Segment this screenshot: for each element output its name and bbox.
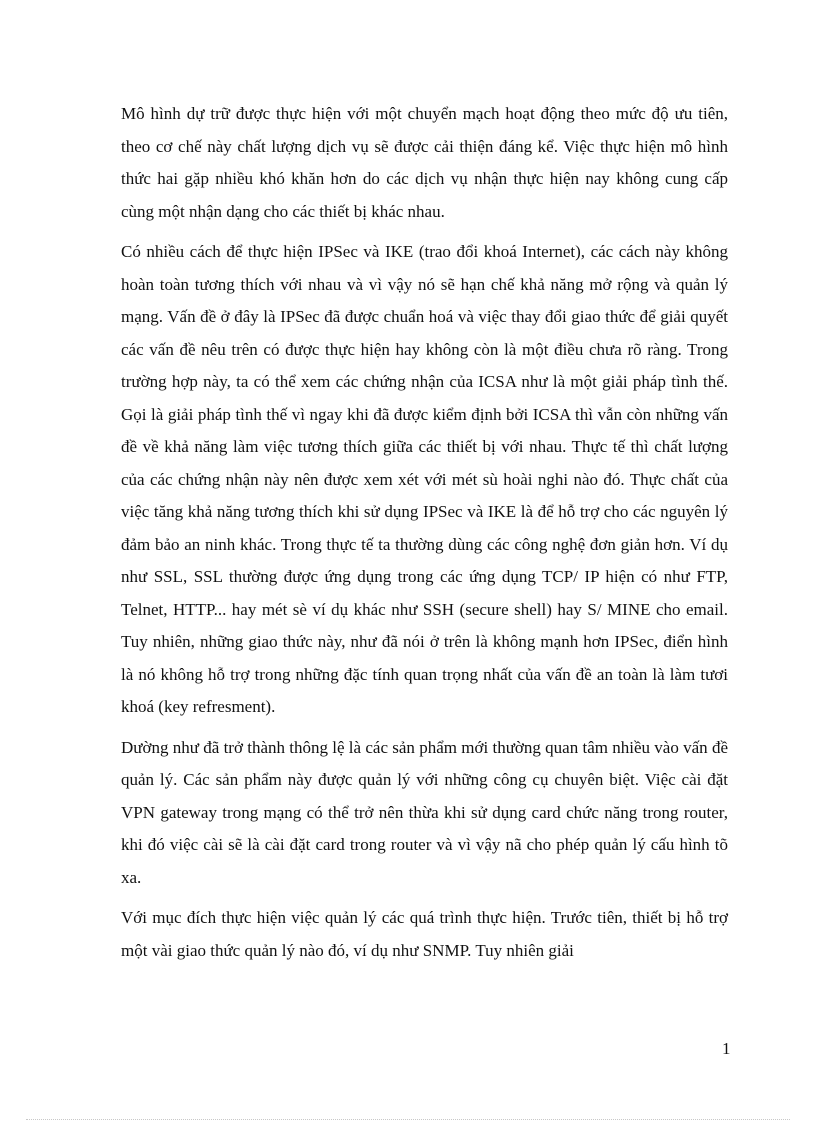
paragraph: Có nhiều cách để thực hiện IPSec và IKE (trao đổi khoá Internet), các cách này không hoàn toàn tương thích với nhau và vì vậy nó sẽ hạn chế khả năng mở rộng và quản lý mạng. Vấn đề ở đây là IPSec đã được chuẩn hoá và việc thay đổi giao thức để giải quyết các vấn đề nêu trên có được thực hiện hay không còn là một điều chưa rõ ràng. Trong trường hợp này, ta có thể xem các chứng nhận của ICSA như là một giải pháp tình thế. Gọi là giải pháp tình thế vì ngay khi đã được kiểm định bởi ICSA thì vẫn còn những vấn đề về khả năng làm việc tương thích giữa các thiết bị với nhau. Thực tế thì chất lượng của các chứng nhận này nên được xem xét với mét sù hoài nghi nào đó. Thực chất của việc tăng khả năng tương thích khi sử dụng IPSec và IKE là để hỗ trợ cho các nguyên lý đảm bảo an ninh khác. Trong thực tế ta thường dùng các công nghệ đơn giản hơn. Ví dụ như SSL, SSL thường được ứng dụng trong các ứng dụng TCP/ IP hiện có như FTP, Telnet, HTTP... hay mét sè ví dụ khác như SSH (secure shell) hay S/ MINE cho email. Tuy nhiên, những giao thức này, như đã nói ở trên là không mạnh hơn IPSec, điển hình là nó không hỗ trợ trong những đặc tính quan trọng nhất của vấn đề an toàn là làm tươi khoá (key refresment). — [121, 242, 728, 716]
paragraph: Dường như đã trở thành thông lệ là các sản phẩm mới thường quan tâm nhiều vào vấn đề quản lý. Các sản phẩm này được quản lý với những công cụ chuyên biệt. Việc cài đặt VPN gateway trong mạng có thể trở nên thừa khi sử dụng card chức năng trong router, khi đó việc cài sẽ là cài đặt card trong router và vì vậy nã cho phép quản lý cấu hình tõ xa. — [121, 737, 728, 887]
page-number: 1 — [722, 1039, 731, 1058]
paragraph: Mô hình dự trữ được thực hiện với một chuyển mạch hoạt động theo mức độ ưu tiên, theo cơ chế này chất lượng dịch vụ sẽ được cải thiện đáng kể. Việc thực hiện mô hình thức hai gặp nhiều khó khăn hơn do các dịch vụ nhận thực hiện nay không cung cấp cùng một nhận dạng cho các thiết bị khác nhau. — [121, 104, 728, 221]
page-bottom-divider — [26, 1119, 790, 1120]
document-body — [121, 98, 728, 975]
paragraph: Với mục đích thực hiện việc quản lý các quá trình thực hiện. Trước tiên, thiết bị hỗ trợ một vài giao thức quản lý nào đó, ví dụ như SNMP. Tuy nhiên giải — [121, 908, 728, 960]
